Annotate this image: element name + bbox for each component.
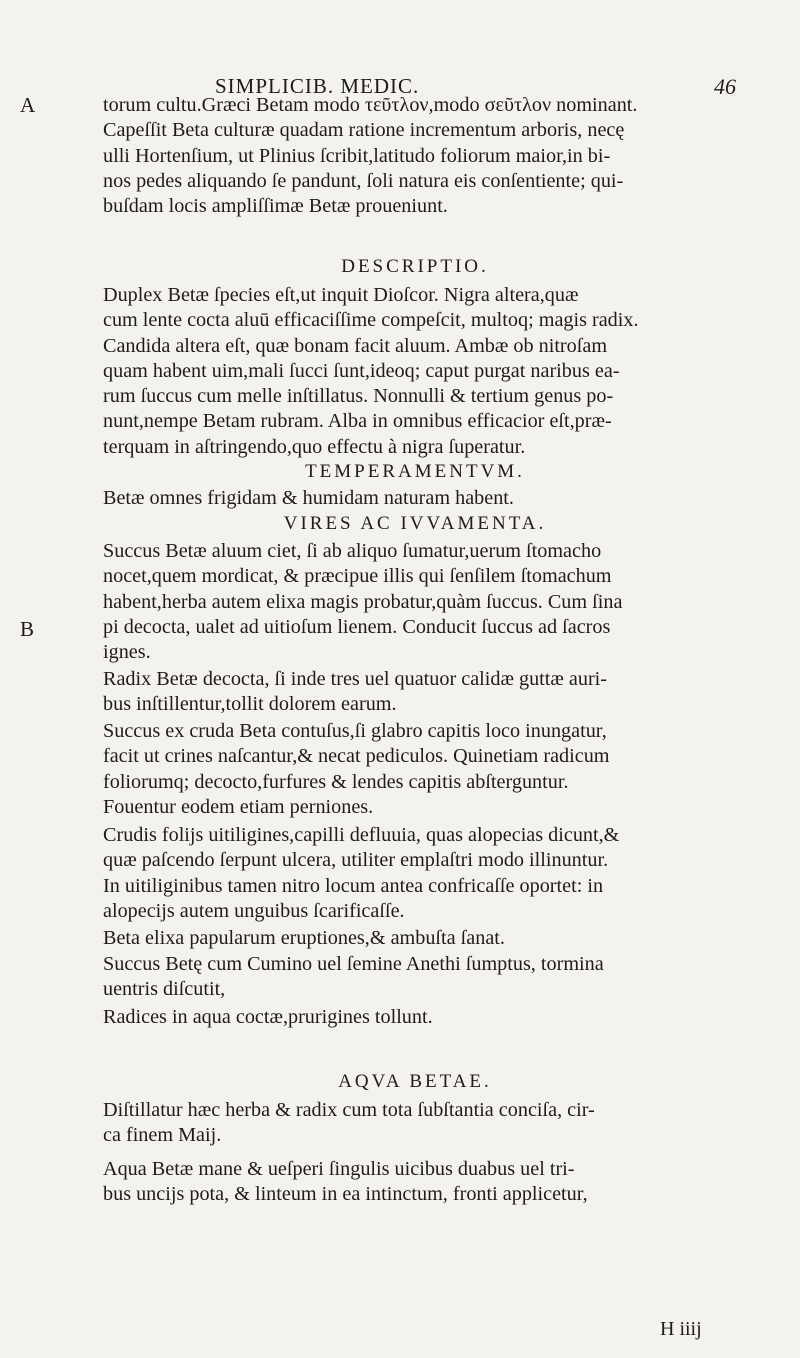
vires-paragraph-3 xyxy=(103,719,728,820)
text-line: alopecijs autem unguibus ſcarificaſſe. xyxy=(103,899,405,922)
intro-paragraph xyxy=(103,93,728,219)
text-line: Aqua Betæ mane & ueſperi ſingulis uicibus duabus uel tri- xyxy=(103,1158,575,1180)
text-line: facit ut crines naſcantur,& necat pediculos. Quinetiam radicum xyxy=(103,745,610,768)
text-line: Diſtillatur hæc herba & radix cum tota ſubſtantia conciſa, cir- xyxy=(103,1099,595,1121)
text-line: rum ſuccus cum melle inſtillatus. Nonnulli & tertium genus po- xyxy=(103,385,614,408)
text-line: Fouentur eodem etiam perniones. xyxy=(103,795,374,818)
section-heading-aqua: AQVA BETAE. xyxy=(338,1071,492,1092)
text-line: Succus Betę cum Cumino uel ſemine Anethi ſumptus, tormina xyxy=(103,953,604,975)
text-line: buſdam locis ampliſſimæ Betæ proueniunt. xyxy=(103,195,448,218)
section-heading-descriptio: DESCRIPTIO. xyxy=(341,256,489,277)
text-line: ignes. xyxy=(103,641,151,664)
text-line: nos pedes aliquando ſe pandunt, ſoli natura eis conſentiente; qui- xyxy=(103,169,624,192)
vires-paragraph-2 xyxy=(103,667,728,718)
text-line: nocet,quem mordicat, & præcipue illis qui ſenſilem ſtomachum xyxy=(103,565,612,588)
vires-paragraph-7 xyxy=(103,1005,728,1030)
aqua-paragraph-1 xyxy=(103,1098,728,1149)
descriptio-paragraph xyxy=(103,283,728,460)
signature-mark: H iiij xyxy=(660,1318,702,1340)
vires-paragraph-6 xyxy=(103,952,728,1003)
text-line: nunt,nempe Betam rubram. Alba in omnibus efficacior eſt,præ- xyxy=(103,410,612,433)
running-title: SIMPLICIB. MEDIC. xyxy=(215,74,420,98)
text-line: Duplex Betæ ſpecies eſt,ut inquit Dioſcor. Nigra altera,quæ xyxy=(103,284,579,306)
text-line: ulli Hortenſium, ut Plinius ſcribit,latitudo foliorum maior,in bi- xyxy=(103,144,611,167)
temperamentum-paragraph xyxy=(103,486,728,511)
text-line: ca finem Maij. xyxy=(103,1124,222,1147)
vires-paragraph-5 xyxy=(103,926,728,951)
vires-paragraph-1 xyxy=(103,539,728,665)
text-line: habent,herba autem elixa magis probatur,quàm ſuccus. Cum ſina xyxy=(103,590,623,613)
text-line: In uitiliginibus tamen nitro locum antea confricaſſe oportet: in xyxy=(103,874,604,897)
text-line: Succus Betæ aluum ciet, ſi ab aliquo ſumatur,uerum ſtomacho xyxy=(103,540,602,562)
section-heading-temperamentum: TEMPERAMENTVM. xyxy=(305,461,525,482)
text-line: uentris diſcutit, xyxy=(103,978,226,1001)
section-heading-vires: VIRES AC IVVAMENTA. xyxy=(283,513,547,534)
aqua-paragraph-2 xyxy=(103,1157,728,1208)
text-line: bus inſtillentur,tollit dolorem earum. xyxy=(103,693,397,716)
text-line: bus uncijs pota, & linteum in ea intinctum, fronti applicetur, xyxy=(103,1183,588,1206)
text-line: Radix Betæ decocta, ſi inde tres uel quatuor calidæ guttæ auri- xyxy=(103,668,607,690)
text-line: Betæ omnes frigidam & humidam naturam habent. xyxy=(103,487,514,509)
text-line: pi decocta, ualet ad uitioſum lienem. Conducit ſuccus ad ſacros xyxy=(103,615,611,638)
text-line: torum cultu.Græci Betam modo τεῦτλον,modo σεῦτλον nominant. xyxy=(103,94,638,116)
text-line: Candida altera eſt, quæ bonam facit aluum. Ambæ ob nitroſam xyxy=(103,334,608,357)
text-line: Beta elixa papularum eruptiones,& ambuſta ſanat. xyxy=(103,927,505,949)
text-line: Succus ex cruda Beta contuſus,ſi glabro capitis loco inungatur, xyxy=(103,720,607,742)
vires-paragraph-4 xyxy=(103,823,728,924)
text-line: cum lente cocta aluū efficaciſſime compeſcit, multoq; magis radix. xyxy=(103,309,639,332)
text-line: Crudis folijs uitiligines,capilli defluuia, quas alopecias dicunt,& xyxy=(103,824,620,846)
text-line: terquam in aſtringendo,quo effectu à nigra ſuperatur. xyxy=(103,435,526,458)
text-line: Radices in aqua coctæ,prurigines tollunt. xyxy=(103,1006,433,1028)
text-line: foliorumq; decocto,furfures & lendes capitis abſterguntur. xyxy=(103,770,569,793)
text-line: Capeſſit Beta culturæ quadam ratione incrementum arboris, necę xyxy=(103,119,625,142)
page-number: 46 xyxy=(714,74,736,99)
text-line: quæ paſcendo ſerpunt ulcera, utiliter emplaſtri modo illinuntur. xyxy=(103,849,609,872)
margin-letter-a: A xyxy=(20,93,36,117)
text-line: quam habent uim,mali ſucci ſunt,ideoq; caput purgat naribus ea- xyxy=(103,359,620,382)
margin-letter-b: B xyxy=(20,617,35,641)
